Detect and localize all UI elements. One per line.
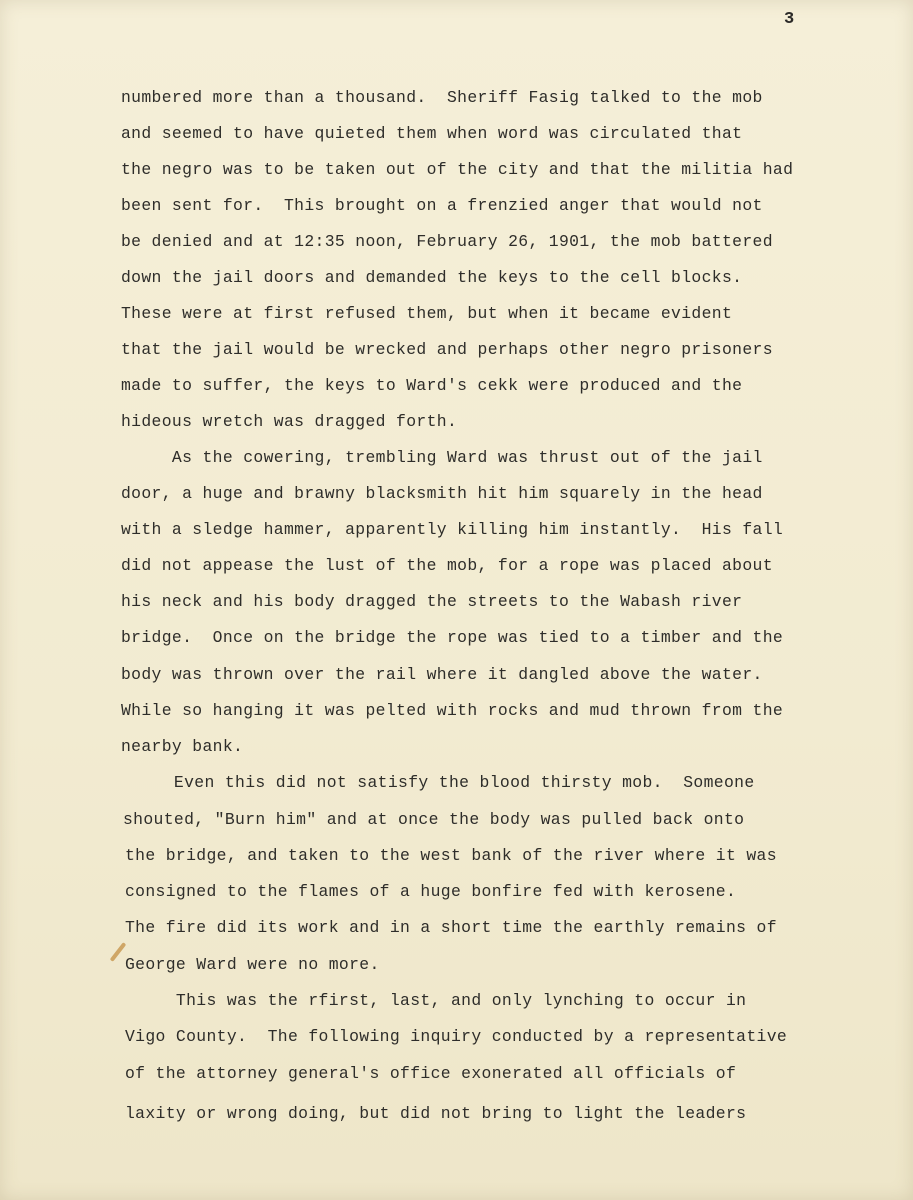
text-line: of the attorney general's office exonerated all officials of: [125, 1064, 737, 1083]
text-line: be denied and at 12:35 noon, February 26, 1901, the mob battered: [121, 232, 773, 251]
text-line: This was the rfirst, last, and only lynching to occur in: [125, 991, 747, 1010]
text-line: As the cowering, trembling Ward was thrust out of the jail: [121, 448, 763, 467]
text-line: his neck and his body dragged the streets to the Wabash river: [121, 592, 743, 611]
text-line: These were at first refused them, but when it became evident: [121, 304, 733, 323]
text-line: the negro was to be taken out of the city and that the militia had: [121, 160, 794, 179]
text-line: hideous wretch was dragged forth.: [121, 412, 458, 431]
text-line: the bridge, and taken to the west bank of the river where it was: [125, 846, 777, 865]
text-line: While so hanging it was pelted with rocks and mud thrown from the: [121, 701, 784, 720]
text-line: shouted, "Burn him" and at once the body was pulled back onto: [123, 810, 745, 829]
text-line: Even this did not satisfy the blood thirsty mob. Someone: [123, 773, 755, 792]
text-line: down the jail doors and demanded the keys to the cell blocks.: [121, 268, 743, 287]
text-line: bridge. Once on the bridge the rope was tied to a timber and the: [121, 628, 784, 647]
text-line: The fire did its work and in a short time the earthly remains of: [125, 918, 777, 937]
text-line: with a sledge hammer, apparently killing him instantly. His fall: [121, 520, 784, 539]
text-line: door, a huge and brawny blacksmith hit him squarely in the head: [121, 484, 763, 503]
text-line: consigned to the flames of a huge bonfire fed with kerosene.: [125, 882, 737, 901]
text-line: made to suffer, the keys to Ward's cekk were produced and the: [121, 376, 743, 395]
text-line: and seemed to have quieted them when word was circulated that: [121, 124, 743, 143]
ink-stain-mark: [110, 942, 127, 962]
text-line: numbered more than a thousand. Sheriff Fasig talked to the mob: [121, 88, 763, 107]
text-line: nearby bank.: [121, 737, 244, 756]
page-number: 3: [784, 10, 795, 29]
text-line: did not appease the lust of the mob, for a rope was placed about: [121, 556, 773, 575]
text-line: laxity or wrong doing, but did not bring to light the leaders: [125, 1104, 747, 1123]
text-line: George Ward were no more.: [125, 955, 380, 974]
text-line: been sent for. This brought on a frenzied anger that would not: [121, 196, 763, 215]
text-line: Vigo County. The following inquiry conducted by a representative: [125, 1027, 788, 1046]
text-line: that the jail would be wrecked and perhaps other negro prisoners: [121, 340, 773, 359]
text-line: body was thrown over the rail where it dangled above the water.: [121, 665, 763, 684]
